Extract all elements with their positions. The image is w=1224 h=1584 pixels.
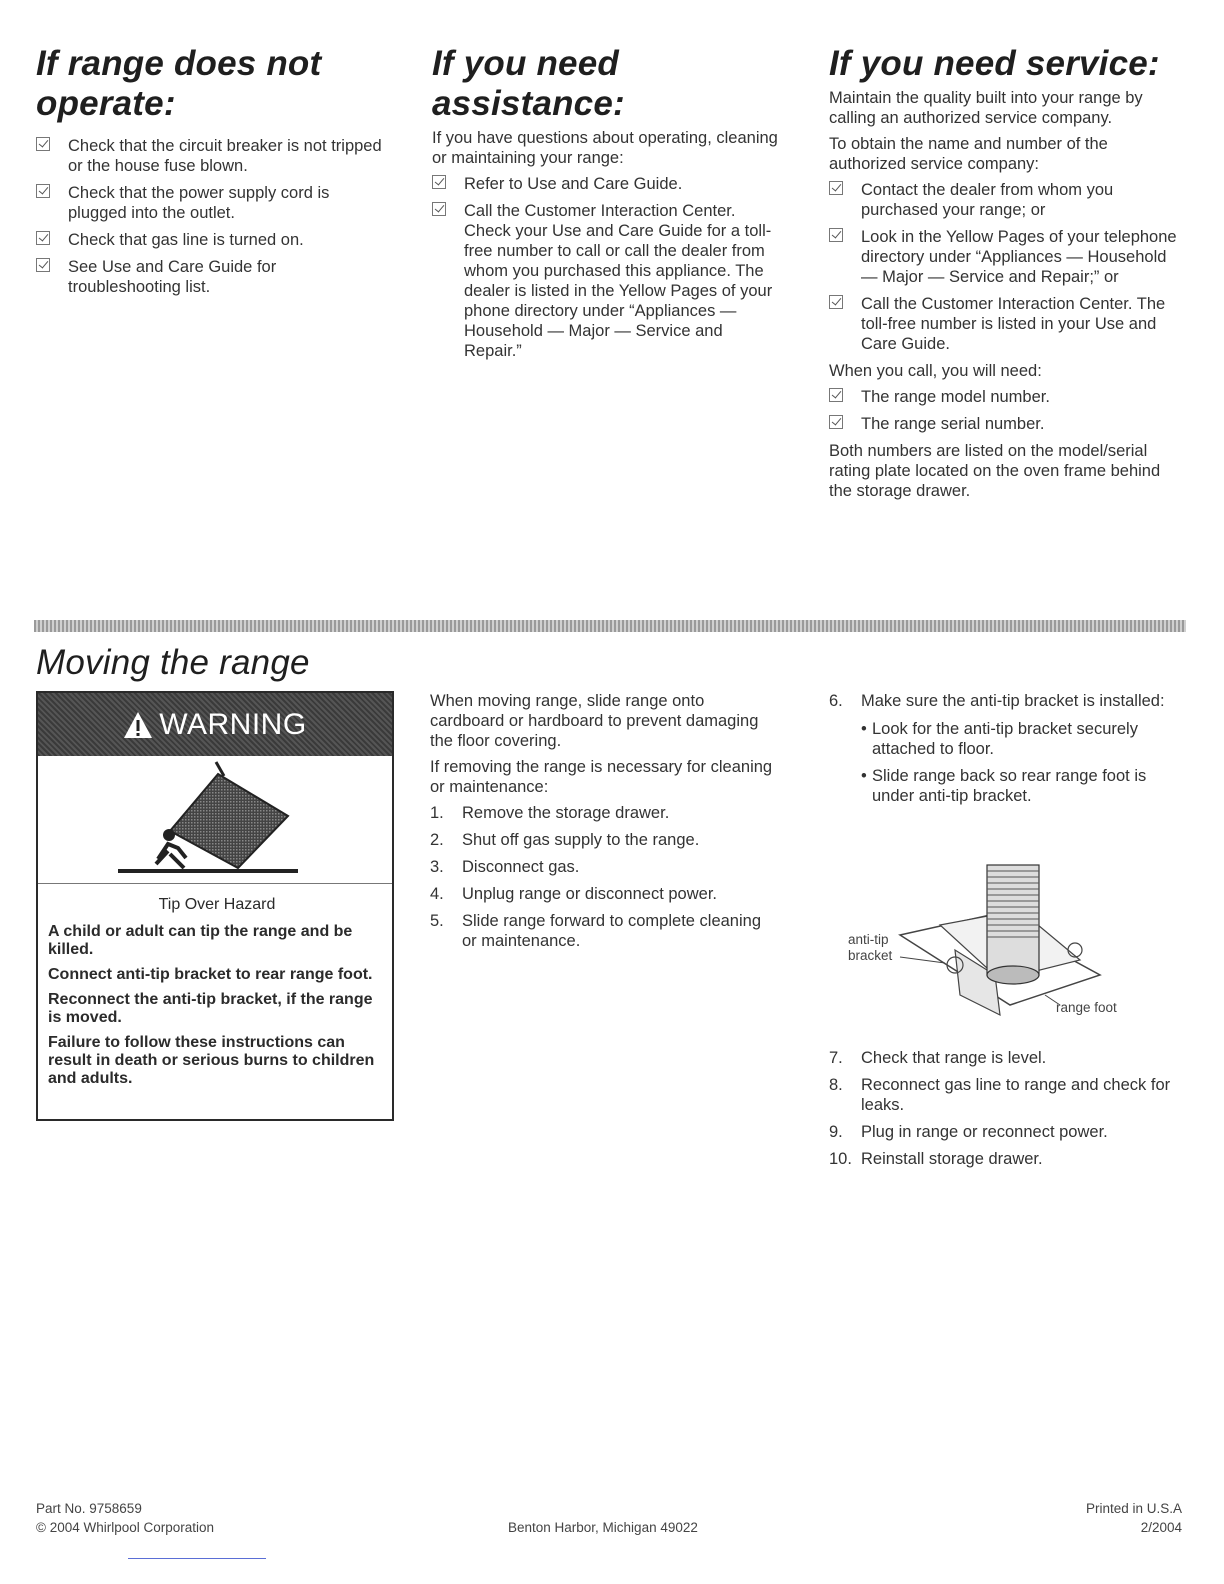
checkbox-icon [829,415,843,429]
section-divider [34,620,1186,632]
moving-instructions-continued [829,691,1189,813]
list-item: 8. Reconnect gas line to range and check for leaks. [829,1076,1171,1114]
print-date: 2/2004 [1140,1520,1182,1535]
checklist [829,180,1185,354]
checkbox-icon [829,295,843,309]
footer-address: Benton Harbor, Michigan 49022 [508,1520,698,1535]
moving-intro-2: If removing the range is necessary for cleaning or maintenance: [430,758,773,796]
list-item: Check that the power supply cord is plugged into the outlet. [36,183,386,223]
bullet-item: • Look for the anti-tip bracket securely attached to floor. [861,719,1189,759]
list-item: 2. Shut off gas supply to the range. [430,831,700,849]
checkbox-icon [36,258,50,272]
list-item: Refer to Use and Care Guide. [432,174,784,194]
checkbox-icon [36,231,50,245]
section-need-assistance [432,44,784,368]
checkbox-icon [432,175,446,189]
list-item: 1. Remove the storage drawer. [430,804,670,822]
list-item: 9. Plug in range or reconnect power. [829,1123,1108,1141]
warning-line: A child or adult can tip the range and be killed. [48,923,353,958]
list-item: Check that gas line is turned on. [36,230,386,250]
warning-line: Reconnect the anti-tip bracket, if the range is moved. [48,991,373,1026]
checkbox-icon [432,202,446,216]
checkbox-icon [36,137,50,151]
list-item: The range model number. [829,387,1185,407]
section-range-not-operate [36,44,386,304]
printed-in: Printed in U.S.A [1085,1501,1182,1516]
checklist [432,174,784,361]
section-need-service [829,44,1185,507]
checkbox-icon [36,184,50,198]
list-item: 7. Check that range is level. [829,1049,1047,1067]
when-you-call: When you call, you will need: [829,362,1042,380]
checkbox-icon [829,388,843,402]
checkbox-icon [829,228,843,242]
service-closing: Both numbers are listed on the model/serial rating plate located on the oven frame behind the storage drawer. [829,442,1161,500]
moving-instructions [430,691,775,958]
warning-box [36,691,394,1121]
warning-title: Tip Over Hazard [158,896,276,913]
warning-line: Failure to follow these instructions can result in death or serious burns to children and adults. [48,1034,375,1087]
list-item: Call the Customer Interaction Center. The toll-free number is listed in your Use and Care Guide. [829,294,1185,354]
warning-header [38,693,392,756]
list-item: See Use and Care Guide for troubleshooting list. [36,257,386,297]
footer-left [36,1499,214,1537]
label-range-foot: range foot [1056,1000,1117,1015]
list-item: 3. Disconnect gas. [430,858,580,876]
service-intro-2: To obtain the name and number of the authorized service company: [829,135,1108,173]
step-list [829,1048,1189,1169]
warning-line: Connect anti-tip bracket to rear range foot. [48,966,373,983]
heading-moving-range: Moving the range [36,643,310,682]
service-intro: Maintain the quality built into your range by calling an authorized service company. [829,89,1143,127]
warning-triangle-icon [123,711,153,739]
checklist [829,387,1185,434]
list-item: The range serial number. [829,414,1185,434]
list-item: 4. Unplug range or disconnect power. [430,885,717,903]
checklist [36,136,386,297]
warning-label: WARNING [159,707,307,741]
list-item: Contact the dealer from whom you purchased your range; or [829,180,1185,220]
list-item: 10. Reinstall storage drawer. [829,1150,1043,1168]
copyright: © 2004 Whirlpool Corporation [36,1520,215,1535]
footer-right [1086,1499,1182,1537]
moving-instructions-final [829,1048,1189,1176]
warning-text [48,896,386,1095]
heading-need-service: If you need service: [829,44,1160,83]
link-underline [128,1558,266,1559]
tip-over-illustration [38,756,392,884]
assistance-intro: If you have questions about operating, cleaning or maintaining your range: [432,129,778,167]
heading-need-assistance: If you need assistance: [432,44,625,123]
moving-intro: When moving range, slide range onto cardboard or hardboard to prevent damaging the floor covering. [430,692,759,750]
list-item: Look in the Yellow Pages of your telephone directory under “Appliances — Household — Major — Service and Repair;” or [829,227,1185,287]
bullet-item: • Slide range back so rear range foot is under anti-tip bracket. [861,766,1189,806]
step-list [430,803,775,951]
checkbox-icon [829,181,843,195]
list-item: 6. Make sure the anti-tip bracket is installed: • Look for the anti-tip bracket securely attached to floor. • Slide range back so rear range foot is under anti-tip bracket. [829,691,1189,806]
part-number: Part No. 9758659 [36,1501,142,1516]
list-item: Check that the circuit breaker is not tripped or the house fuse blown. [36,136,386,176]
heading-range-not-operate: If range does not operate: [36,44,322,123]
bullet-list [861,719,1189,806]
label-anti-tip-bracket: anti-tip bracket [848,932,893,963]
list-item: 5. Slide range forward to complete cleaning or maintenance. [430,912,762,950]
list-item: Call the Customer Interaction Center. Check your Use and Care Guide for a toll-free number to call or call the dealer from whom you purchased this appliance. The dealer is listed in the Yellow Pages of your phone directory under “Appliances — Household — Major — Service and Repair.” [432,201,784,361]
step-list [829,691,1189,806]
